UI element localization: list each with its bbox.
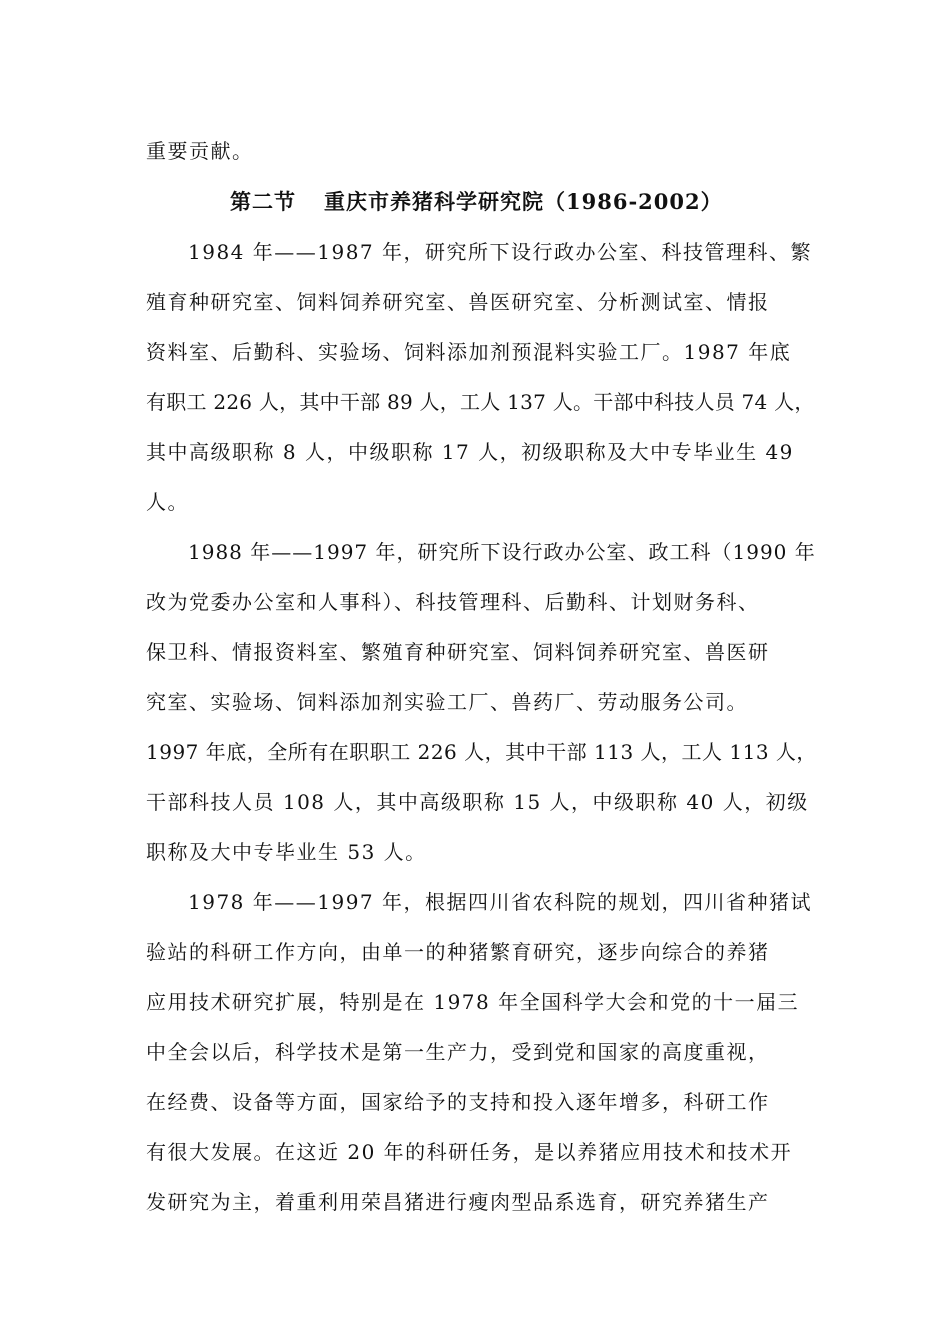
paragraph-3-line-2: 验站的科研工作方向，由单一的种猪繁育研究，逐步向综合的养猪	[146, 940, 770, 964]
paragraph-1-line-6: 人。	[146, 490, 189, 514]
paragraph-3-line-1: 1978 年——1997 年，根据四川省农科院的规划，四川省种猪试	[188, 890, 813, 914]
paragraph-2-line-6: 干部科技人员 108 人，其中高级职称 15 人，中级职称 40 人，初级	[146, 790, 809, 814]
paragraph-1-line-2: 殖育种研究室、饲料饲养研究室、兽医研究室、分析测试室、情报	[146, 290, 770, 314]
section-number: 第二节	[230, 189, 296, 214]
paragraph-1-line-4: 有职工 226 人，其中干部 89 人，工人 137 人。干部中科技人员 74 人，	[146, 390, 815, 414]
paragraph-1-line-5: 其中高级职称 8 人，中级职称 17 人，初级职称及大中专毕业生 49	[146, 440, 794, 464]
paragraph-3-line-7: 发研究为主，着重利用荣昌猪进行瘦肉型品系选育，研究养猪生产	[146, 1190, 770, 1214]
paragraph-2-line-2: 改为党委办公室和人事科）、科技管理科、后勤科、计划财务科、	[146, 590, 760, 614]
paragraph-1-line-3: 资料室、后勤科、实验场、饲料添加剂预混料实验工厂。1987 年底	[146, 340, 792, 364]
continuation-text: 重要贡献。	[146, 139, 254, 163]
section-heading	[230, 187, 723, 217]
paragraph-2-line-4: 究室、实验场、饲料添加剂实验工厂、兽药厂、劳动服务公司。	[146, 690, 748, 714]
paragraph-3-line-6: 有很大发展。在这近 20 年的科研任务，是以养猪应用技术和技术开	[146, 1140, 793, 1164]
section-title: 重庆市养猪科学研究院（1986-2002）	[324, 189, 723, 214]
paragraph-3-line-3: 应用技术研究扩展，特别是在 1978 年全国科学大会和党的十一届三	[146, 990, 800, 1014]
paragraph-2-line-7: 职称及大中专毕业生 53 人。	[146, 840, 427, 864]
paragraph-2-line-5: 1997 年底，全所有在职职工 226 人，其中干部 113 人，工人 113 人，	[146, 740, 817, 764]
paragraph-1-line-1: 1984 年——1987 年，研究所下设行政办公室、科技管理科、繁	[188, 240, 813, 264]
paragraph-3-line-5: 在经费、设备等方面，国家给予的支持和投入逐年增多，科研工作	[146, 1090, 770, 1114]
paragraph-3-line-4: 中全会以后，科学技术是第一生产力，受到党和国家的高度重视，	[146, 1040, 770, 1064]
paragraph-2-line-3: 保卫科、情报资料室、繁殖育种研究室、饲料饲养研究室、兽医研	[146, 640, 770, 664]
paragraph-2-line-1: 1988 年——1997 年，研究所下设行政办公室、政工科（1990 年	[188, 540, 816, 564]
